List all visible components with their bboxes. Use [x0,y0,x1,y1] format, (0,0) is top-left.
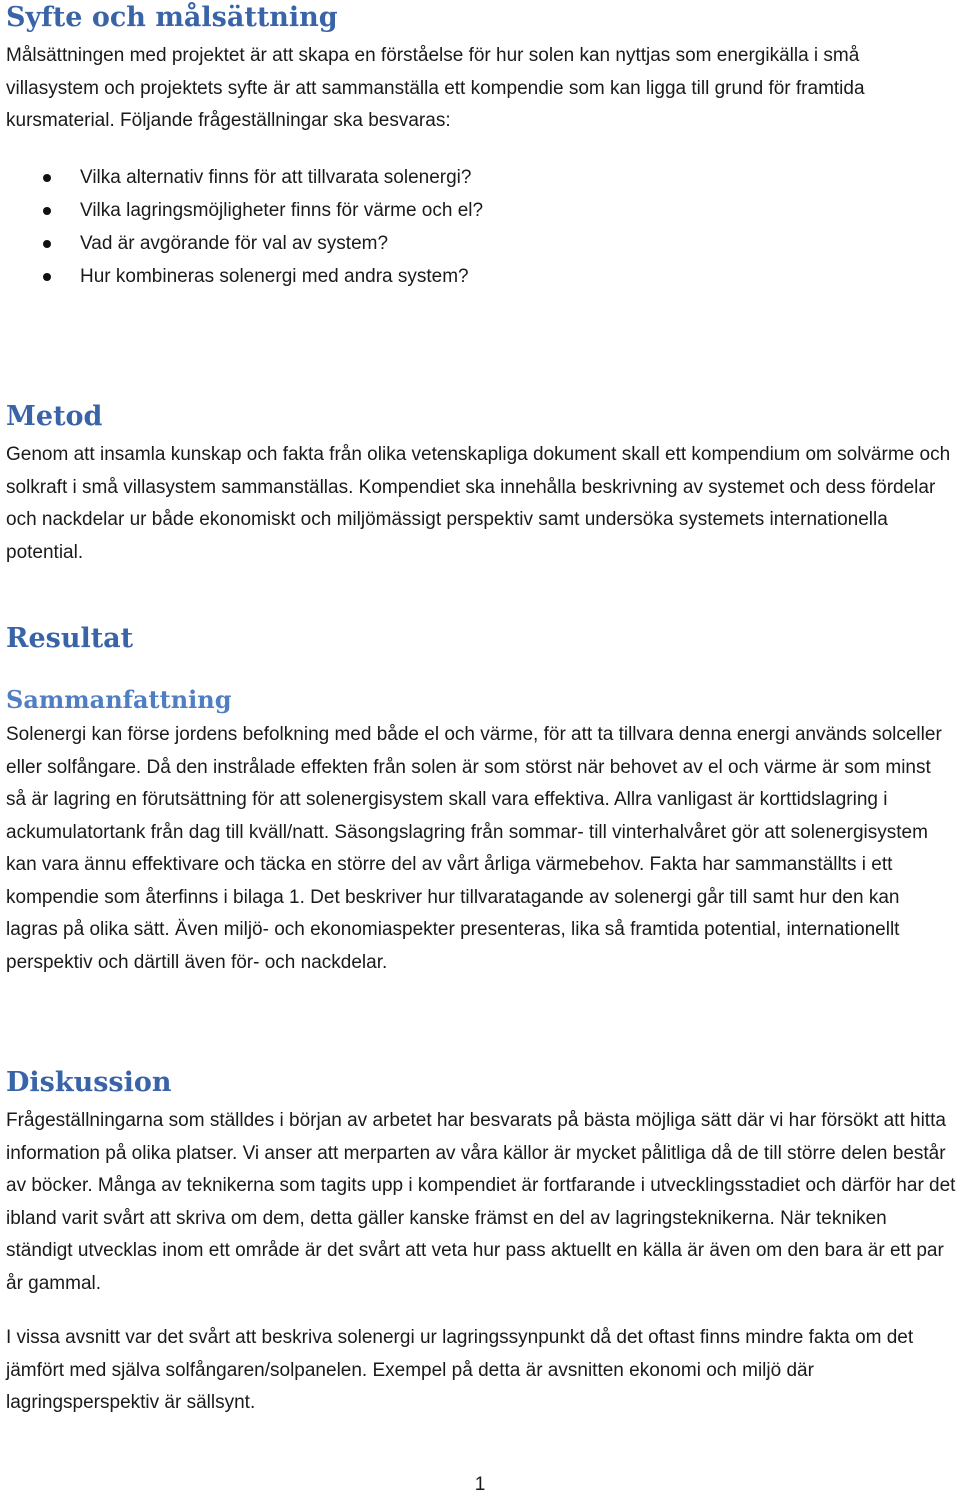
paragraph-metod: Genom att insamla kunskap och fakta från olika vetenskapliga dokument skall ett kompendium om solvärme och solkraft i små villasystem sammanställas. Kompendiet ska innehålla beskrivning av systemet och dess fördelar och nackdelar ur både ekonomiskt och miljömässigt perspektiv samt undersöka systemets internationella potential. [6,444,951,563]
heading-syfte: Syfte och målsättning [6,2,338,33]
heading-resultat: Resultat [6,623,134,654]
bullet-icon [43,207,51,215]
list-item [6,260,906,293]
question-text: Vilka lagringsmöjligheter finns för värme och el? [80,200,484,221]
page-number: 1 [474,1474,486,1495]
heading-metod: Metod [6,401,103,432]
bullet-icon [43,240,51,248]
heading-sammanfattning: Sammanfattning [6,685,232,714]
question-text: Vad är avgörande för val av system? [80,233,389,254]
list-item [6,194,906,227]
bullet-icon [43,273,51,281]
question-list [6,161,906,293]
bullet-icon [43,174,51,182]
paragraph-sammanfattning: Solenergi kan förse jordens befolkning med både el och värme, för att ta tillvara denna energi används solceller eller solfångare. Då den instrålade effekten från solen är som störst när behovet av el och värme är som minst så är lagring en förutsättning för att solenergisystem skall vara effektiva. Allra vanligast är korttidslagring i ackumulatortank från dag till kväll/natt. Säsongslagring från sommar- till vinterhalvåret gör att solenergisystem kan vara ännu effektivare och täcka en större del av vårt årliga värmebehov. Fakta har sammanställts i ett kompendie som återfinns i bilaga 1. Det beskriver hur tillvaratagande av solenergi går till samt hur den kan lagras på olika sätt. Även miljö- och ekonomiaspekter presenteras, lika så framtida potential, internationellt perspektiv och därtill även för- och nackdelar. [6,724,942,973]
list-item [6,227,906,260]
question-text: Hur kombineras solenergi med andra system? [80,266,469,287]
question-text: Vilka alternativ finns för att tillvarata solenergi? [80,167,472,188]
paragraph-diskussion-2: I vissa avsnitt var det svårt att beskriva solenergi ur lagringssynpunkt då det oftast finns mindre fakta om det jämfört med själva solfångaren/solpanelen. Exempel på detta är avsnitten ekonomi och miljö där lagringsperspektiv är sällsynt. [6,1327,914,1413]
paragraph-syfte: Målsättningen med projektet är att skapa en förståelse för hur solen kan nyttjas som energikälla i små villasystem och projektets syfte är att sammanställa ett kompendie som kan ligga till grund för framtida kursmaterial. Följande frågeställningar ska besvaras: [6,45,865,131]
heading-diskussion: Diskussion [6,1067,172,1098]
list-item [6,161,906,194]
paragraph-diskussion-1: Frågeställningarna som ställdes i början av arbetet har besvarats på bästa möjliga sätt där vi har försökt att hitta information på olika platser. Vi anser att merparten av våra källor är mycket pålitliga då de till större delen består av böcker. Många av teknikerna som tagits upp i kompendiet är fortfarande i utvecklingsstadiet och därför har det ibland varit svårt att skriva om dem, detta gäller kanske främst en del av lagringsteknikerna. När tekniken ständigt utvecklas inom ett område är det svårt att veta hur pass aktuellt en källa är även om den bara är ett par år gammal. [6,1110,956,1294]
